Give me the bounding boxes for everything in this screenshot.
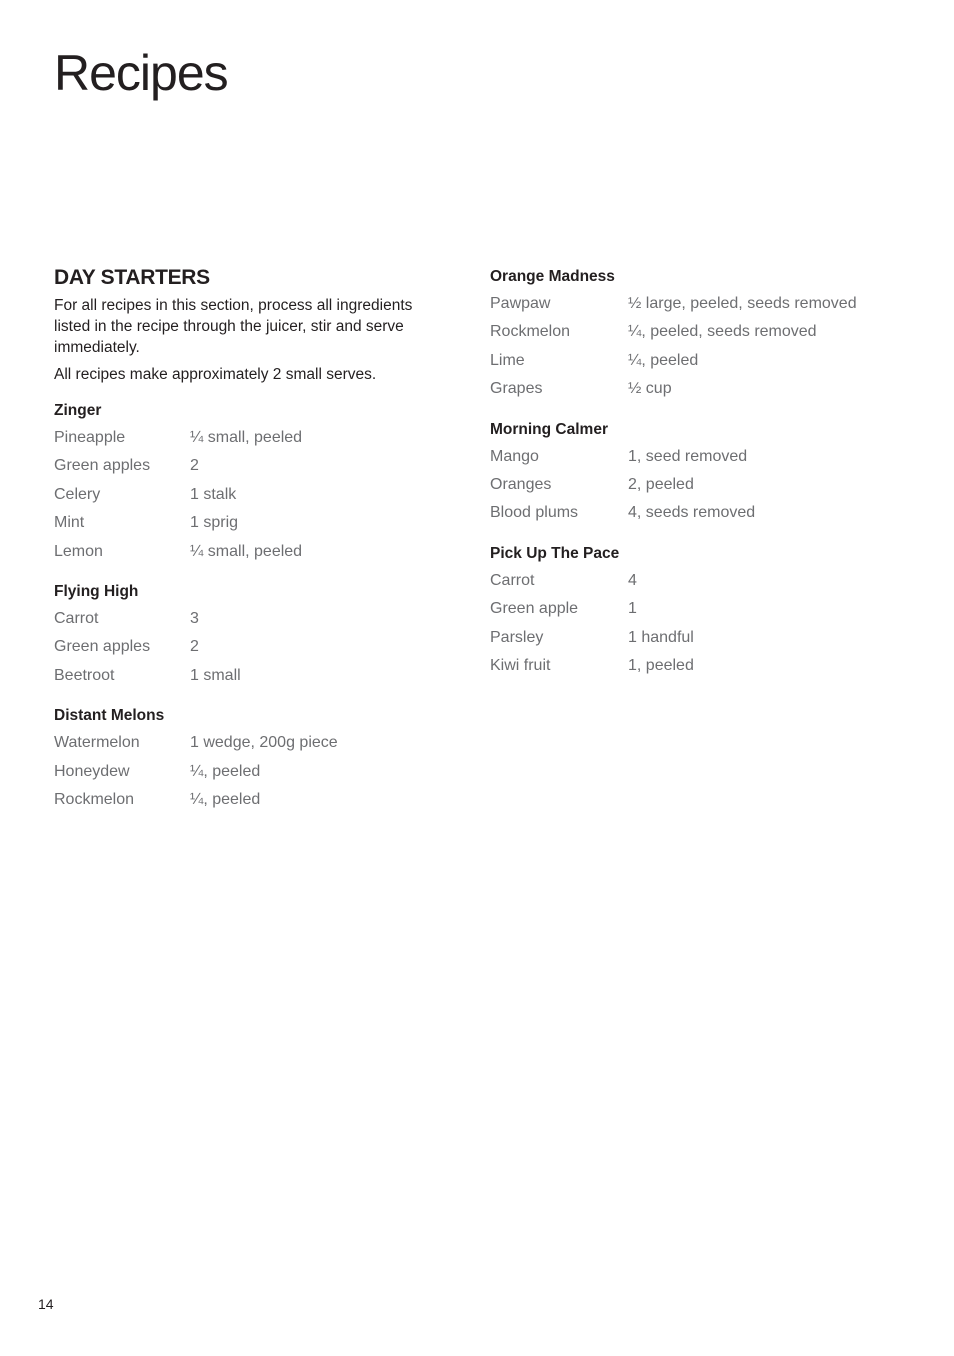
- ingredient-row: [490, 318, 930, 346]
- ingredient-name: Beetroot: [54, 666, 115, 684]
- ingredient-name: Parsley: [490, 628, 544, 646]
- ingredient-name: Green apple: [490, 600, 579, 618]
- recipe: [54, 400, 454, 566]
- ingredient-quantity: ½ cup: [628, 380, 672, 398]
- ingredient-name: Blood plums: [490, 504, 579, 522]
- ingredient-row: [490, 290, 930, 318]
- ingredient-row: [490, 652, 930, 680]
- ingredient-row: [490, 443, 930, 471]
- ingredient-quantity: ¼, peeled: [190, 790, 261, 808]
- right-column: [490, 266, 930, 680]
- ingredient-row: [54, 662, 454, 690]
- ingredient-name: Green apples: [54, 638, 151, 656]
- ingredient-name: Pineapple: [54, 429, 126, 446]
- ingredient-row: [54, 786, 454, 814]
- ingredient-name: Green apples: [54, 457, 151, 475]
- recipe: [54, 581, 454, 690]
- ingredient-name: Lemon: [54, 542, 103, 560]
- ingredient-quantity: ¼, peeled: [628, 351, 699, 369]
- ingredient-quantity: 1, seed removed: [628, 447, 748, 465]
- ingredient-quantity: 1: [628, 600, 637, 618]
- ingredient-quantity: ¼, peeled: [190, 762, 261, 780]
- ingredient-quantity: ¼, peeled, seeds removed: [628, 323, 817, 341]
- intro-paragraph: All recipes make approximately 2 small serves.: [54, 366, 377, 383]
- ingredient-quantity: ½ large, peeled, seeds removed: [628, 295, 857, 312]
- page-title: Recipes: [54, 45, 228, 101]
- recipe: [54, 705, 454, 814]
- ingredient-name: Carrot: [54, 609, 99, 627]
- recipe-title: Zinger: [54, 402, 102, 419]
- ingredient-name: Pawpaw: [490, 295, 551, 312]
- ingredient-name: Kiwi fruit: [490, 656, 551, 674]
- ingredient-row: [54, 509, 454, 537]
- ingredient-row: [54, 633, 454, 661]
- ingredient-quantity: 1 small: [190, 666, 241, 684]
- ingredient-name: Oranges: [490, 475, 552, 493]
- ingredient-name: Watermelon: [54, 734, 140, 752]
- recipe: [490, 543, 930, 681]
- page-number: 14: [38, 1296, 54, 1312]
- ingredient-row: [54, 758, 454, 786]
- recipe-title: Distant Melons: [54, 707, 165, 725]
- recipe-title: Morning Calmer: [490, 420, 608, 438]
- ingredient-row: [54, 481, 454, 509]
- recipe-list-right: [490, 266, 930, 680]
- ingredient-row: [490, 499, 930, 527]
- recipe: [490, 419, 930, 528]
- recipe-list-left: [54, 400, 454, 814]
- ingredient-row: [54, 605, 454, 633]
- ingredient-quantity: 1 wedge, 200g piece: [190, 734, 338, 752]
- section-heading: DAY STARTERS: [54, 266, 210, 289]
- ingredient-name: Lime: [490, 351, 525, 369]
- ingredient-quantity: 2, peeled: [628, 475, 694, 493]
- recipe-title: Pick Up The Pace: [490, 544, 620, 562]
- ingredient-name: Celery: [54, 485, 101, 503]
- left-column: [54, 266, 454, 814]
- ingredient-quantity: ¼ small, peeled: [190, 429, 303, 446]
- ingredient-row: [490, 595, 930, 623]
- ingredient-name: Honeydew: [54, 762, 130, 780]
- ingredient-row: [54, 424, 454, 452]
- ingredient-quantity: 2: [190, 457, 199, 475]
- ingredient-row: [490, 567, 930, 595]
- ingredient-name: Mint: [54, 514, 85, 532]
- ingredient-quantity: 4, seeds removed: [628, 504, 756, 522]
- ingredient-quantity: 1 handful: [628, 628, 694, 646]
- ingredient-quantity: 1, peeled: [628, 656, 694, 674]
- ingredient-row: [490, 375, 930, 403]
- ingredient-row: [54, 729, 454, 757]
- ingredient-quantity: 1 stalk: [190, 485, 237, 503]
- ingredient-row: [54, 452, 454, 480]
- ingredient-row: [54, 538, 454, 566]
- ingredient-name: Grapes: [490, 380, 543, 398]
- ingredient-name: Carrot: [490, 571, 535, 589]
- ingredient-quantity: ¼ small, peeled: [190, 542, 303, 560]
- recipe: [490, 266, 930, 404]
- ingredient-quantity: 4: [628, 571, 637, 589]
- ingredient-name: Rockmelon: [54, 790, 135, 808]
- ingredient-row: [490, 471, 930, 499]
- ingredient-quantity: 3: [190, 609, 199, 627]
- ingredient-quantity: 2: [190, 638, 199, 656]
- ingredient-name: Rockmelon: [490, 323, 571, 341]
- intro-paragraph: For all recipes in this section, process all ingredients listed in the recipe through the juicer, stir and serve immediately.: [54, 297, 413, 356]
- recipe-title: Orange Madness: [490, 268, 615, 285]
- ingredient-row: [490, 624, 930, 652]
- ingredient-quantity: 1 sprig: [190, 514, 239, 532]
- ingredient-name: Mango: [490, 447, 539, 465]
- recipe-title: Flying High: [54, 582, 139, 600]
- ingredient-row: [490, 347, 930, 375]
